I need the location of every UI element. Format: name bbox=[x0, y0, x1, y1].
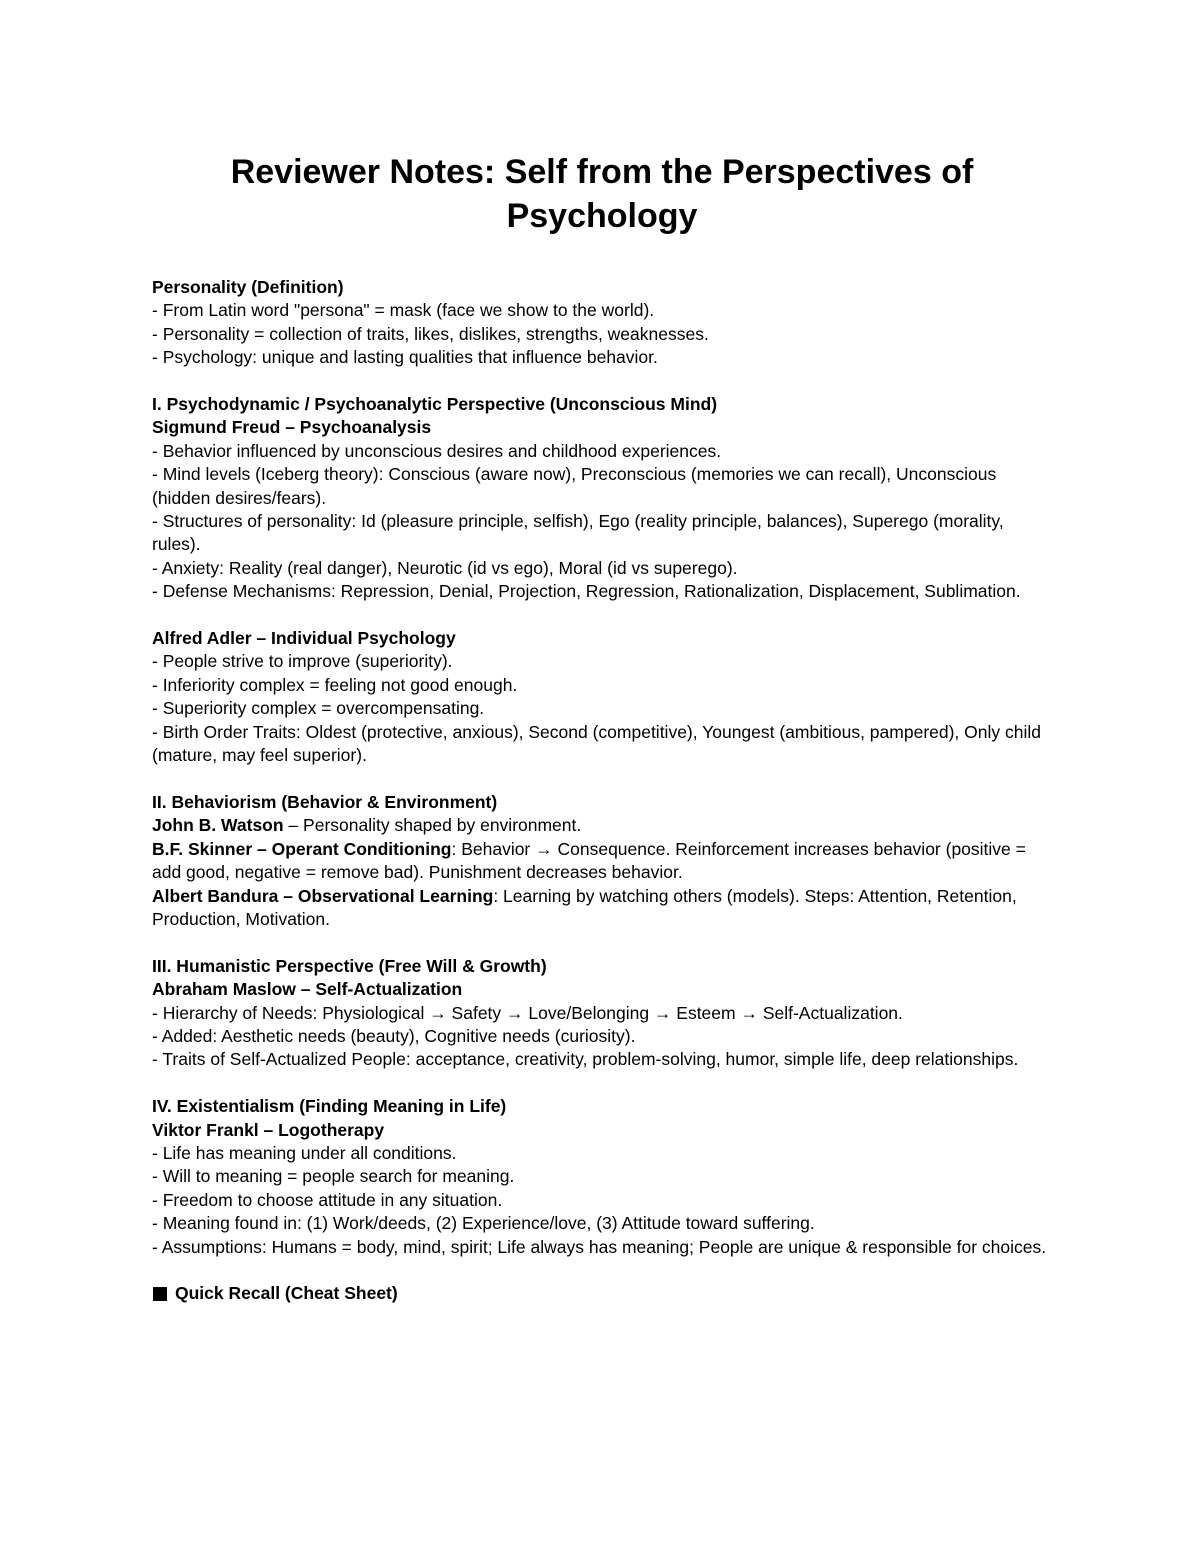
section-subheading: Sigmund Freud – Psychoanalysis bbox=[152, 417, 432, 438]
list-item: - Will to meaning = people search for meaning. bbox=[152, 1166, 515, 1187]
document-title bbox=[152, 150, 1052, 238]
section-existentialism bbox=[152, 1095, 1052, 1259]
watson-name: John B. Watson bbox=[152, 815, 284, 836]
section-heading: III. Humanistic Perspective (Free Will & Growth) bbox=[152, 955, 547, 976]
section-adler bbox=[152, 627, 1052, 767]
section-heading: I. Psychodynamic / Psychoanalytic Perspective (Unconscious Mind) bbox=[152, 394, 718, 415]
section-personality bbox=[152, 276, 1052, 370]
skinner-name: B.F. Skinner – Operant Conditioning bbox=[152, 838, 452, 859]
list-item: - People strive to improve (superiority). bbox=[152, 651, 453, 672]
list-item: - Anxiety: Reality (real danger), Neurotic (id vs ego), Moral (id vs superego). bbox=[152, 557, 738, 578]
list-item: - Birth Order Traits: Oldest (protective, anxious), Second (competitive), Youngest (ambitious, pampered), Only child (mature, may feel superior). bbox=[152, 721, 1041, 766]
section-heading: Alfred Adler – Individual Psychology bbox=[152, 628, 456, 649]
title-line-1: Reviewer Notes: Self from the Perspectives of bbox=[230, 153, 974, 191]
document-body bbox=[152, 276, 1052, 1306]
list-item: - Life has meaning under all conditions. bbox=[152, 1142, 457, 1163]
section-humanistic bbox=[152, 955, 1052, 1072]
section-behaviorism bbox=[152, 791, 1052, 931]
list-item: - Behavior influenced by unconscious desires and childhood experiences. bbox=[152, 440, 722, 461]
section-subheading: Viktor Frankl – Logotherapy bbox=[152, 1119, 385, 1140]
bandura-entry bbox=[152, 885, 1052, 932]
cheat-sheet-heading bbox=[152, 1282, 1052, 1305]
document-page bbox=[152, 150, 1052, 1306]
section-heading: IV. Existentialism (Finding Meaning in Life) bbox=[152, 1096, 507, 1117]
list-item: - Traits of Self-Actualized People: acceptance, creativity, problem-solving, humor, simple life, deep relationships. bbox=[152, 1049, 1019, 1070]
list-item: - Assumptions: Humans = body, mind, spirit; Life always has meaning; People are unique & responsible for choices. bbox=[152, 1236, 1047, 1257]
list-item: - Hierarchy of Needs: Physiological → Safety → Love/Belonging → Esteem → Self-Actualization. bbox=[152, 1002, 903, 1023]
list-item: - Structures of personality: Id (pleasure principle, selfish), Ego (reality principle, balances), Superego (morality, rules). bbox=[152, 511, 1004, 555]
section-subheading: Abraham Maslow – Self-Actualization bbox=[152, 979, 463, 1000]
bandura-text: : Learning by watching others (models). Steps: Attention, Retention, Production, Motivation. bbox=[152, 885, 1017, 929]
list-item: - Defense Mechanisms: Repression, Denial, Projection, Regression, Rationalization, Displacement, Sublimation. bbox=[152, 581, 1021, 602]
list-item: - Added: Aesthetic needs (beauty), Cognitive needs (curiosity). bbox=[152, 1025, 636, 1046]
list-item: - From Latin word "persona" = mask (face we show to the world). bbox=[152, 300, 655, 321]
watson-text: – Personality shaped by environment. bbox=[283, 815, 582, 836]
title-line-2: Psychology bbox=[506, 197, 698, 235]
list-item: - Inferiority complex = feeling not good enough. bbox=[152, 674, 518, 695]
list-item: - Meaning found in: (1) Work/deeds, (2) Experience/love, (3) Attitude toward suffering. bbox=[152, 1213, 815, 1234]
black-square-icon bbox=[153, 1287, 167, 1301]
section-psychodynamic bbox=[152, 393, 1052, 604]
list-item: - Superiority complex = overcompensating. bbox=[152, 698, 485, 719]
watson-entry bbox=[152, 814, 1052, 837]
skinner-entry bbox=[152, 838, 1052, 885]
section-heading: II. Behaviorism (Behavior & Environment) bbox=[152, 791, 498, 812]
section-heading: Personality (Definition) bbox=[152, 277, 344, 297]
cheat-sheet-label: Quick Recall (Cheat Sheet) bbox=[175, 1283, 398, 1304]
list-item: - Mind levels (Iceberg theory): Conscious (aware now), Preconscious (memories we can recall), Unconscious (hidden desires/fears). bbox=[152, 464, 997, 508]
list-item: - Personality = collection of traits, likes, dislikes, strengths, weaknesses. bbox=[152, 323, 709, 344]
bandura-name: Albert Bandura – Observational Learning bbox=[152, 885, 494, 906]
list-item: - Freedom to choose attitude in any situation. bbox=[152, 1189, 503, 1210]
skinner-text: : Behavior → Consequence. Reinforcement increases behavior (positive = add good, negative = remove bad). Punishment decreases behavior. bbox=[152, 838, 1026, 883]
list-item: - Psychology: unique and lasting qualities that influence behavior. bbox=[152, 347, 658, 368]
